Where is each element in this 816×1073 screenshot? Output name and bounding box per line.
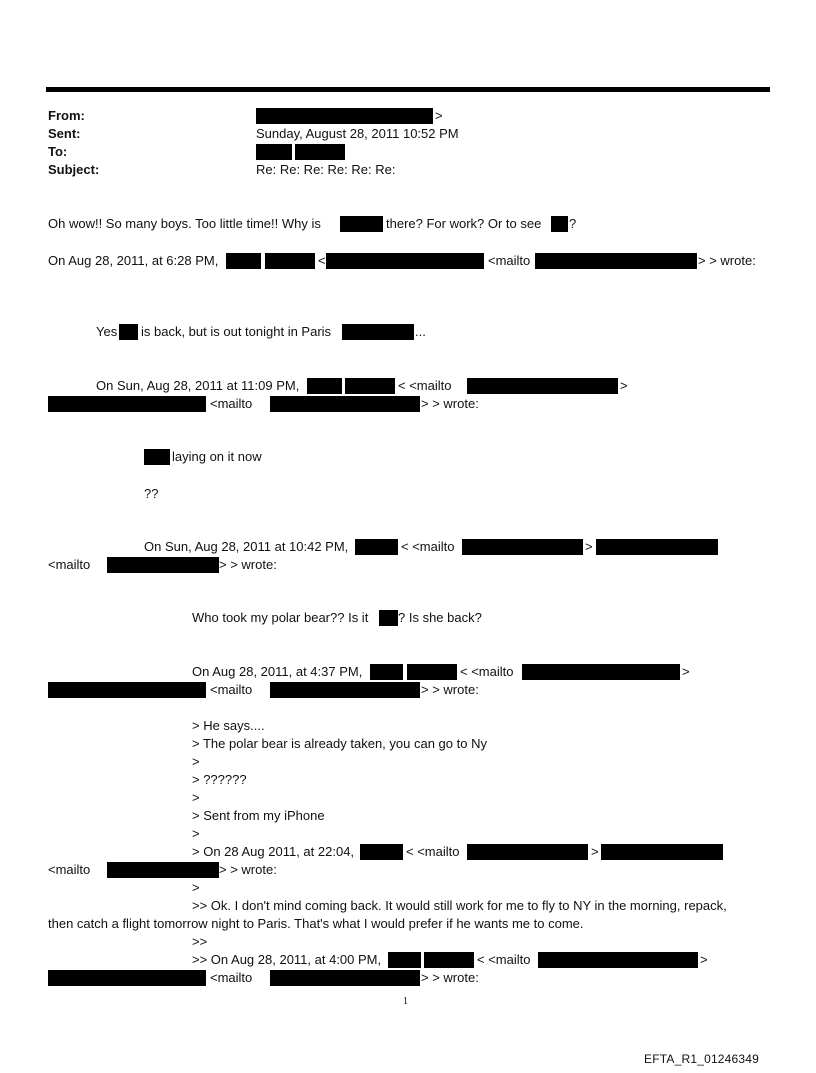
body-text: <mailto — [210, 396, 253, 411]
redaction — [48, 682, 206, 698]
redaction — [256, 108, 433, 124]
body-text: <mailto — [210, 682, 253, 697]
redaction — [326, 253, 484, 269]
document-id: EFTA_R1_01246349 — [644, 1052, 760, 1066]
redaction — [467, 378, 618, 394]
subject-value: Re: Re: Re: Re: Re: Re: — [256, 162, 396, 177]
quoted-text: > Sent from my iPhone — [192, 808, 325, 823]
redaction — [340, 216, 383, 232]
redaction — [270, 970, 420, 986]
redaction — [538, 952, 698, 968]
redaction — [270, 396, 420, 412]
body-text: ... — [415, 324, 426, 339]
subject-label: Subject: — [48, 162, 100, 177]
redaction — [407, 664, 457, 680]
body-text: > > wrote: — [219, 557, 277, 572]
redaction — [119, 324, 138, 340]
redaction — [388, 952, 421, 968]
body-text: > — [682, 664, 690, 679]
body-text: > > wrote: — [698, 253, 756, 268]
to-label: To: — [48, 144, 68, 159]
quoted-text: <mailto — [210, 970, 253, 985]
body-text: < <mailto — [460, 664, 514, 679]
redaction — [107, 862, 219, 878]
from-trail: > — [435, 108, 443, 123]
quoted-text: < <mailto — [477, 952, 531, 967]
quoted-text: < <mailto — [406, 844, 460, 859]
quoted-text: > The polar bear is already taken, you can go to Ny — [192, 736, 487, 751]
body-text: > — [620, 378, 628, 393]
redaction — [107, 557, 219, 573]
redaction — [307, 378, 342, 394]
body-text: Who took my polar bear?? Is it — [192, 610, 369, 625]
body-text: there? For work? Or to see — [386, 216, 542, 231]
body-text: < — [318, 253, 326, 268]
redaction — [535, 253, 697, 269]
quoted-text: > On 28 Aug 2011, at 22:04, — [192, 844, 355, 859]
body-text: > > wrote: — [421, 682, 479, 697]
sent-label: Sent: — [48, 126, 81, 141]
quoted-text: > — [192, 754, 200, 769]
quoted-text: > — [192, 790, 200, 805]
body-text: ?? — [144, 486, 159, 501]
quoted-text: > — [192, 826, 200, 841]
body-text: <mailto — [48, 557, 91, 572]
body-text: ? — [569, 216, 577, 231]
quoted-text: then catch a flight tomorrow night to Paris. That's what I would prefer if he wants me to come. — [48, 916, 584, 931]
body-text: <mailto — [488, 253, 531, 268]
quoted-text: > > wrote: — [219, 862, 277, 877]
from-label: From: — [48, 108, 85, 123]
quoted-text: >> Ok. I don't mind coming back. It would still work for me to fly to NY in the morning, repack, — [192, 898, 727, 913]
body-text: On Sun, Aug 28, 2011 at 11:09 PM, — [96, 378, 300, 393]
body-text: On Aug 28, 2011, at 4:37 PM, — [192, 664, 363, 679]
body-text: ? Is she back? — [398, 610, 482, 625]
quoted-text: > — [591, 844, 599, 859]
body-text: is back, but is out tonight in Paris — [141, 324, 332, 339]
redaction — [345, 378, 395, 394]
quoted-text: > ?????? — [192, 772, 247, 787]
body-text: > > wrote: — [421, 396, 479, 411]
quoted-text: > — [192, 880, 200, 895]
header-rule — [46, 87, 770, 92]
redaction — [360, 844, 403, 860]
redaction — [295, 144, 345, 160]
quoted-text: > > wrote: — [421, 970, 479, 985]
body-text: laying on it now — [172, 449, 262, 464]
redaction — [48, 396, 206, 412]
body-text: Yes — [96, 324, 118, 339]
redaction — [256, 144, 292, 160]
sent-value: Sunday, August 28, 2011 10:52 PM — [256, 126, 459, 141]
redaction — [462, 539, 583, 555]
quoted-text: > He says.... — [192, 718, 265, 733]
quoted-text: >> On Aug 28, 2011, at 4:00 PM, — [192, 952, 382, 967]
quoted-text: > — [700, 952, 708, 967]
redaction — [370, 664, 403, 680]
redaction — [522, 664, 680, 680]
redaction — [467, 844, 588, 860]
redaction — [596, 539, 718, 555]
redaction — [265, 253, 315, 269]
redaction — [48, 970, 206, 986]
redaction — [601, 844, 723, 860]
redaction — [144, 449, 170, 465]
redaction — [355, 539, 398, 555]
redaction — [379, 610, 398, 626]
body-text: On Aug 28, 2011, at 6:28 PM, — [48, 253, 219, 268]
body-text: < <mailto — [401, 539, 455, 554]
body-text: < <mailto — [398, 378, 452, 393]
redaction — [226, 253, 261, 269]
quoted-text: >> — [192, 934, 208, 949]
body-text: Oh wow!! So many boys. Too little time!! Why is — [48, 216, 321, 231]
page-number: 1 — [403, 996, 408, 1007]
body-text: > — [585, 539, 593, 554]
redaction — [270, 682, 420, 698]
redaction — [551, 216, 568, 232]
redaction — [342, 324, 414, 340]
body-text: On Sun, Aug 28, 2011 at 10:42 PM, — [144, 539, 349, 554]
redaction — [424, 952, 474, 968]
quoted-text: <mailto — [48, 862, 91, 877]
